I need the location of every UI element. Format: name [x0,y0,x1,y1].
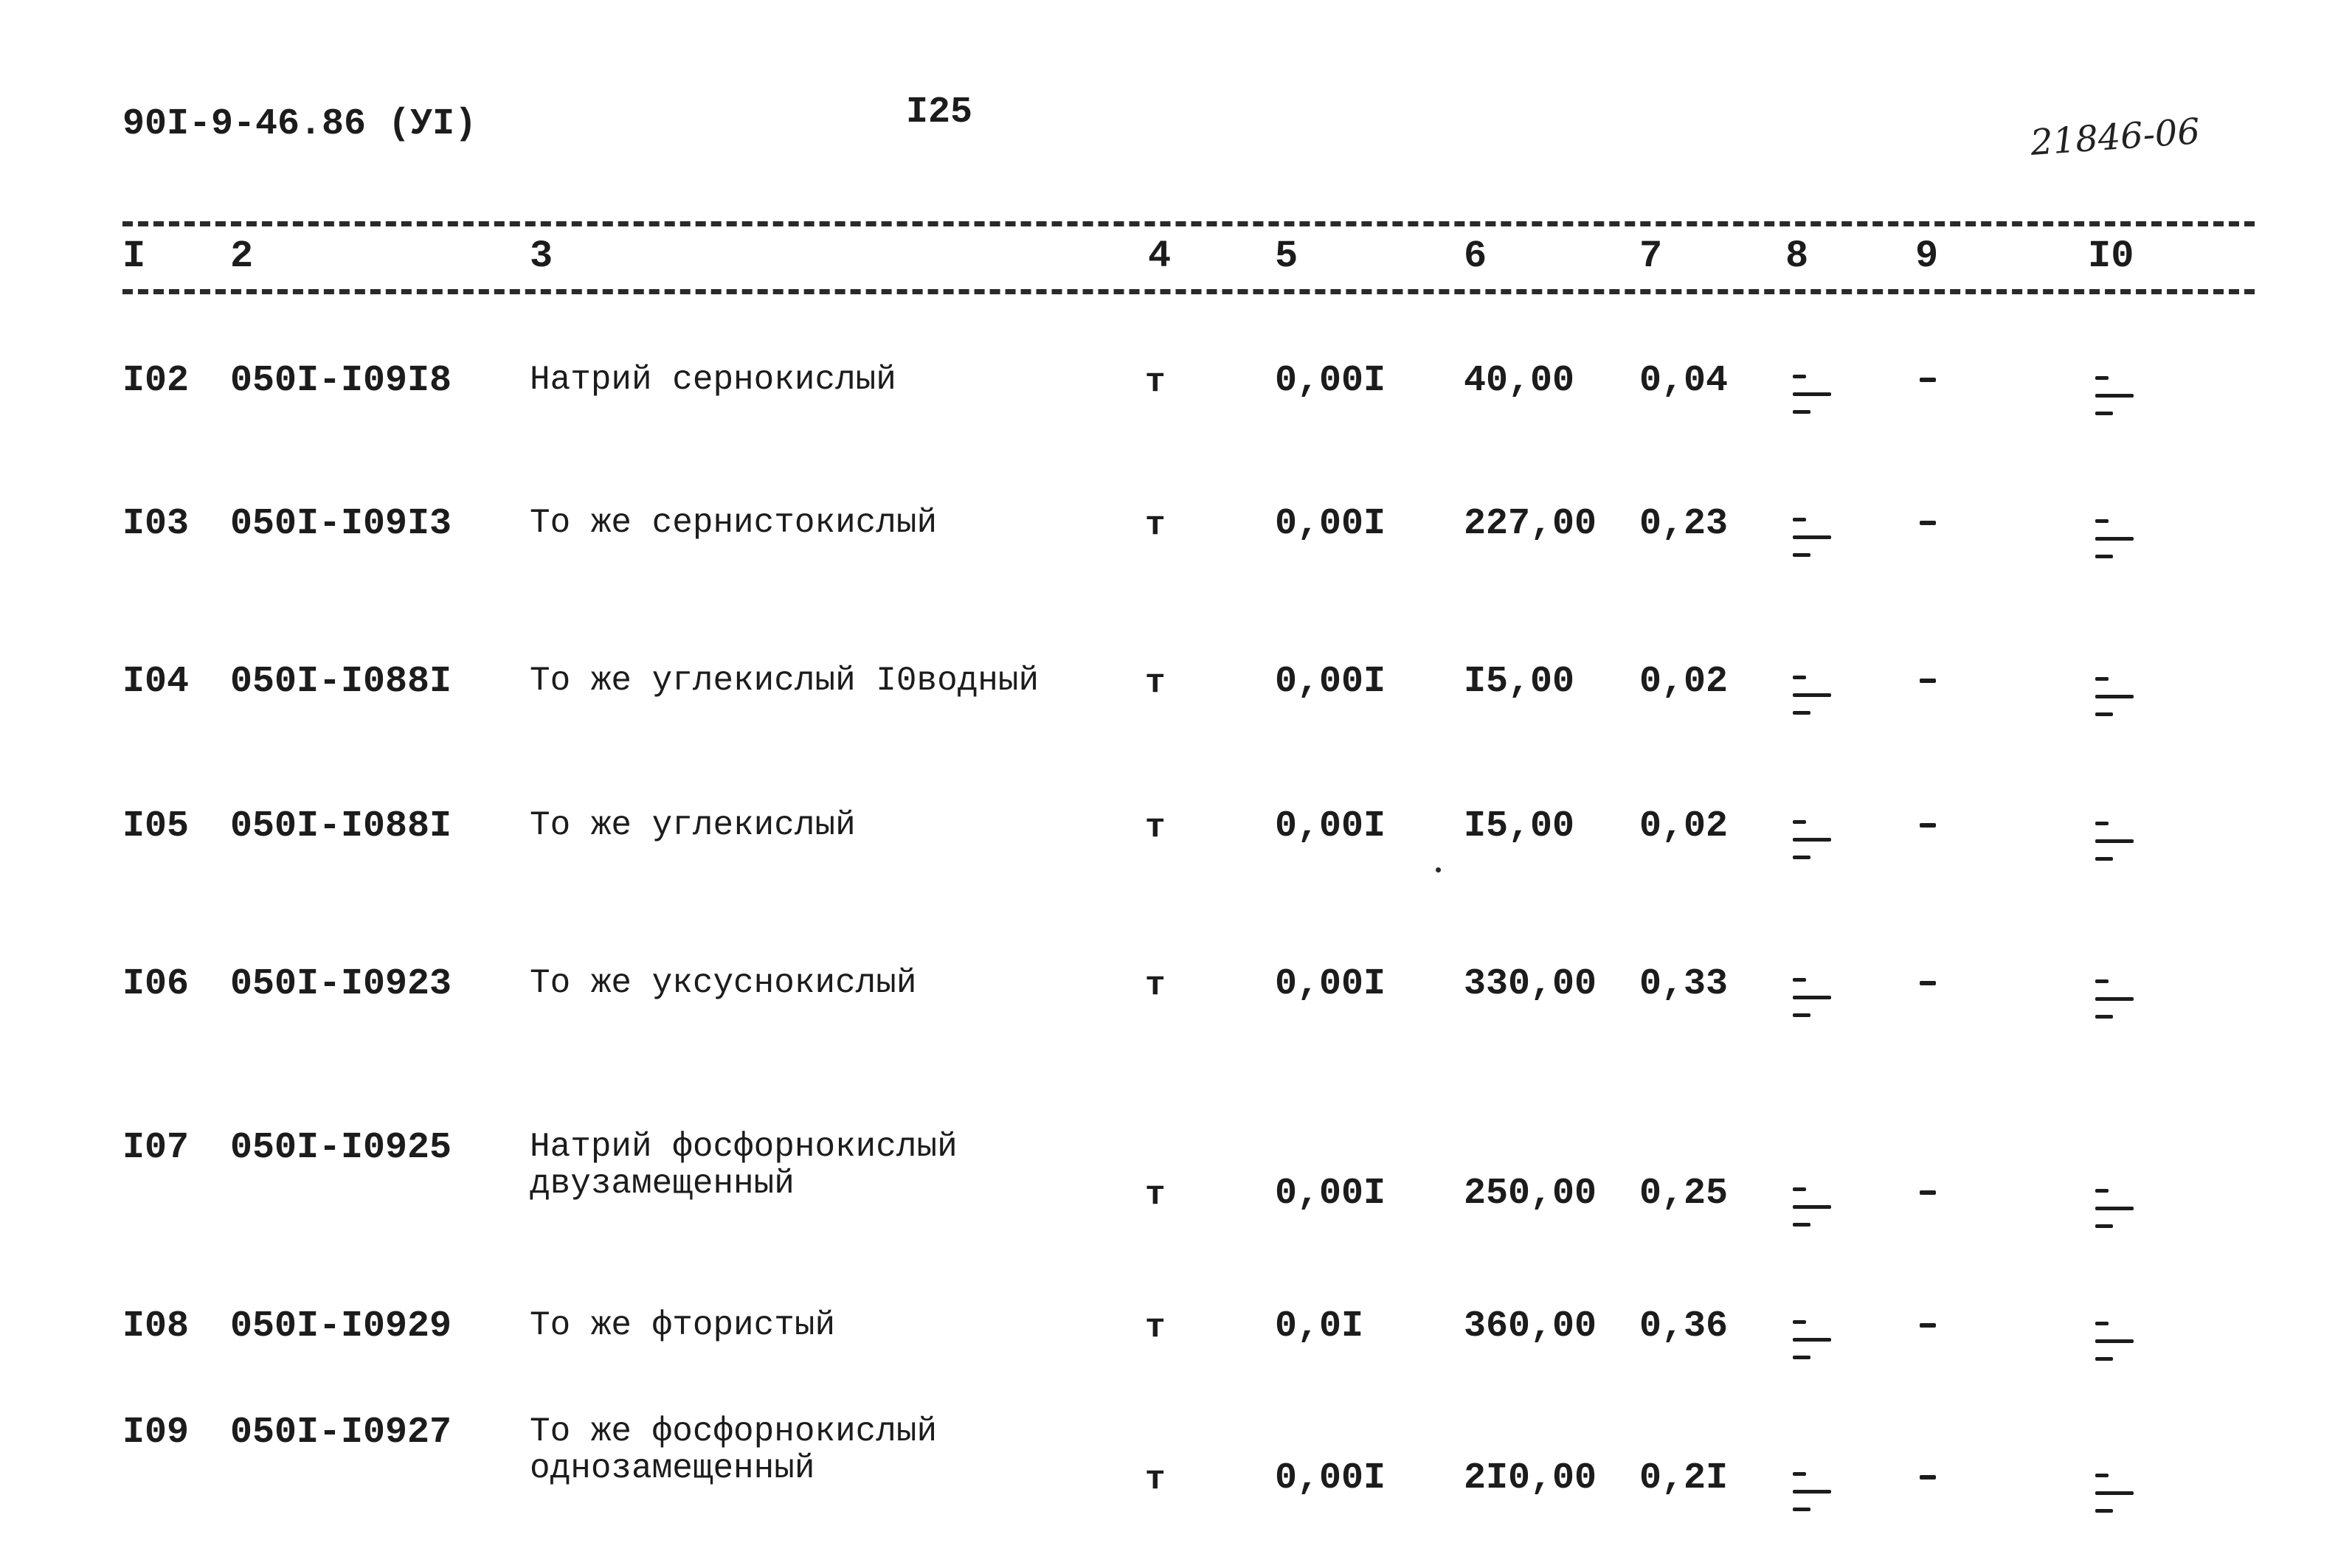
total-cost: 0,02 [1639,661,1729,703]
unit: т [1145,808,1166,847]
ditto-mark-col8 [1785,816,1833,861]
item-name-line: То же уксуснокислый [530,964,917,1002]
column-header-9: 9 [1915,235,1939,278]
unit-price: 2I0,00 [1464,1457,1597,1499]
item-name-line: однозамещенный [530,1449,815,1488]
unit: т [1145,664,1166,702]
document-code: 90I-9-46.86 (УI) [122,103,477,145]
scan-speck [1436,867,1441,873]
column-header-10: I0 [2088,235,2134,278]
dash-col9 [1920,823,1936,828]
unit-price: I5,00 [1464,661,1575,703]
ditto-mark-col10 [2088,515,2135,561]
item-code: 050I-I09I3 [230,503,452,545]
unit-price: 250,00 [1464,1173,1597,1215]
item-code: 050I-I088I [230,805,452,847]
total-cost: 0,25 [1639,1173,1729,1215]
item-code: 050I-I0925 [230,1127,452,1169]
dash-col9 [1920,981,1936,985]
column-header-6: 6 [1464,235,1487,278]
ditto-mark-col10 [2088,975,2135,1021]
item-name-line: То же сернистокислый [530,504,938,542]
row-number: I09 [122,1412,190,1454]
column-header-1: I [122,235,146,278]
total-cost: 0,2I [1639,1457,1729,1499]
item-code: 050I-I0927 [230,1412,452,1454]
quantity: 0,00I [1275,661,1386,703]
row-number: I08 [122,1305,190,1347]
unit-price: I5,00 [1464,805,1575,847]
ditto-mark-col8 [1785,1316,1833,1361]
ditto-mark-col10 [2088,1317,2135,1363]
dash-col9 [1920,1475,1936,1479]
total-cost: 0,36 [1639,1305,1729,1347]
quantity: 0,00I [1275,963,1386,1005]
item-name-line: Натрий сернокислый [530,361,896,399]
unit-price: 227,00 [1464,503,1597,545]
unit-price: 360,00 [1464,1305,1597,1347]
ditto-mark-col10 [2088,1469,2135,1515]
item-name-line: То же фтористый [530,1306,836,1345]
column-header-3: 3 [530,235,553,278]
column-header-5: 5 [1275,235,1298,278]
total-cost: 0,23 [1639,503,1729,545]
ditto-mark-col10 [2088,372,2135,417]
header-top-dashed-rule [122,221,2255,226]
column-header-8: 8 [1785,235,1809,278]
item-name-line: То же фосфорнокислый [530,1412,938,1451]
column-header-4: 4 [1148,235,1172,278]
unit: т [1145,966,1166,1005]
column-header-2: 2 [230,235,254,278]
quantity: 0,00I [1275,1457,1386,1499]
unit: т [1145,1176,1166,1214]
item-code: 050I-I088I [230,661,452,703]
unit: т [1145,1308,1166,1347]
handwritten-inventory-number: 21846-06 [2029,111,2201,164]
row-number: I03 [122,503,190,545]
ditto-mark-col10 [2088,1184,2135,1230]
dash-col9 [1920,1190,1936,1195]
dash-col9 [1920,1323,1936,1328]
quantity: 0,00I [1275,360,1386,402]
unit: т [1145,363,1166,401]
row-number: I05 [122,805,190,847]
quantity: 0,0I [1275,1305,1364,1347]
quantity: 0,00I [1275,1173,1386,1215]
dash-col9 [1920,679,1936,683]
quantity: 0,00I [1275,805,1386,847]
ditto-mark-col8 [1785,671,1833,717]
row-number: I07 [122,1127,190,1169]
item-name-line: То же углекислый [530,806,856,844]
ditto-mark-col8 [1785,974,1833,1019]
row-number: I06 [122,963,190,1005]
row-number: I02 [122,360,190,402]
ditto-mark-col8 [1785,513,1833,559]
item-name-line: Натрий фосфорнокислый [530,1128,958,1166]
unit: т [1145,506,1166,544]
ditto-mark-col8 [1785,1183,1833,1229]
page-number: I25 [906,91,973,133]
ditto-mark-col10 [2088,817,2135,863]
ditto-mark-col10 [2088,673,2135,718]
dash-col9 [1920,378,1936,382]
dash-col9 [1920,521,1936,525]
item-code: 050I-I0923 [230,963,452,1005]
item-name-line: То же углекислый I0водный [530,662,1040,700]
item-name-line: двузамещенный [530,1165,795,1203]
total-cost: 0,33 [1639,963,1729,1005]
ditto-mark-col8 [1785,1468,1833,1513]
unit-price: 330,00 [1464,963,1597,1005]
quantity: 0,00I [1275,503,1386,545]
row-number: I04 [122,661,190,703]
unit-price: 40,00 [1464,360,1575,402]
item-code: 050I-I09I8 [230,360,452,402]
ditto-mark-col8 [1785,370,1833,416]
header-bottom-dashed-rule [122,289,2255,294]
unit: т [1145,1460,1166,1499]
total-cost: 0,02 [1639,805,1729,847]
column-header-7: 7 [1639,235,1663,278]
total-cost: 0,04 [1639,360,1729,402]
item-code: 050I-I0929 [230,1305,452,1347]
